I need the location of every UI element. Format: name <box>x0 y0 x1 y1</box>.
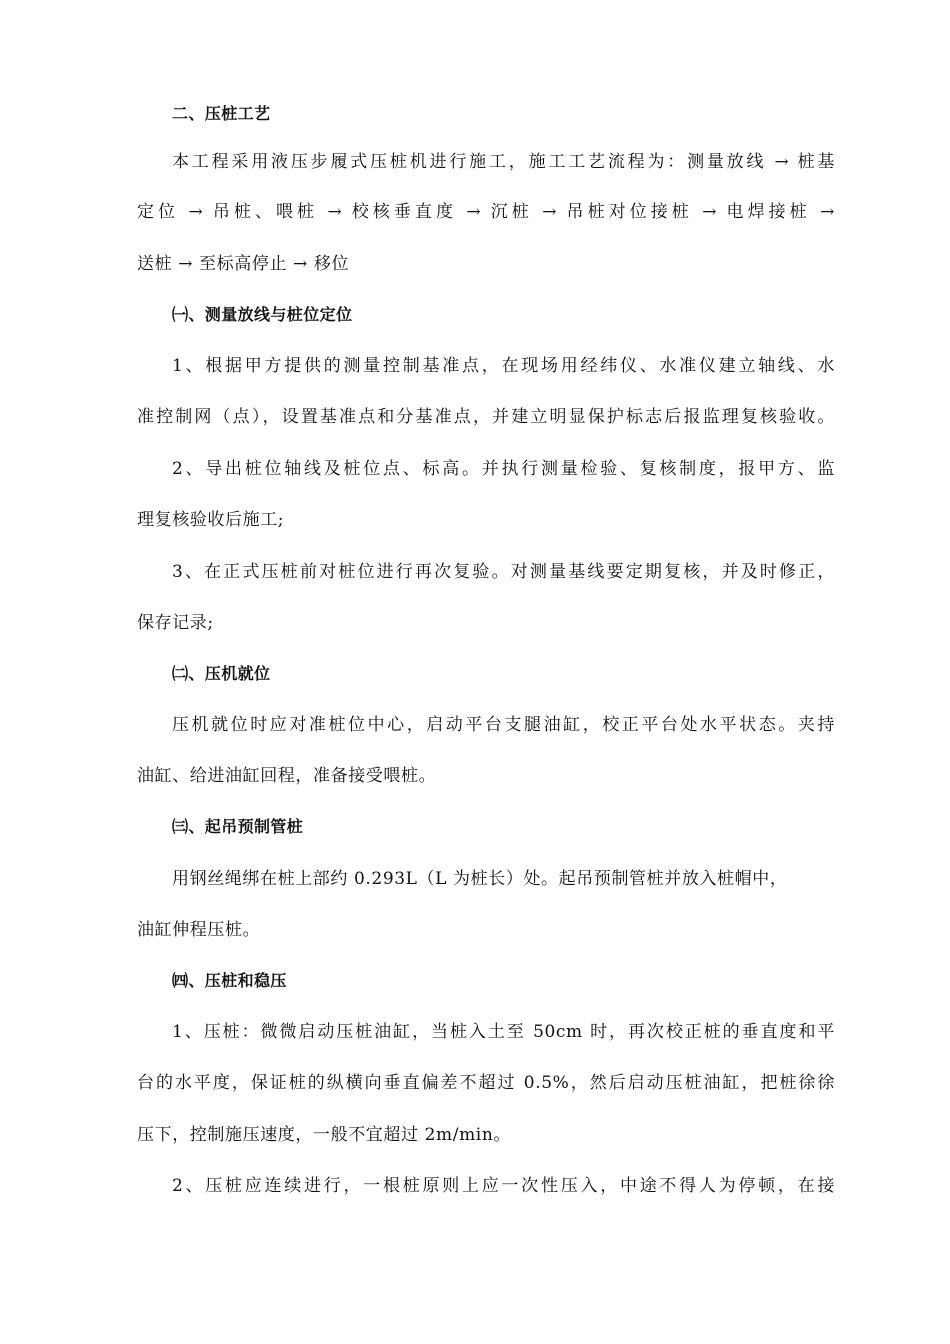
sub1-p1-line-1: 1、根据甲方提供的测量控制基准点，在现场用经纬仪、水准仪建立轴线、水 <box>172 356 835 376</box>
sub4-p1-line-3: 压下，控制施压速度，一般不宜超过 2m/min。 <box>137 1125 511 1145</box>
sub2-line-2: 油缸、给进油缸回程，准备接受喂桩。 <box>137 766 437 786</box>
sub3-line-2: 油缸伸程压桩。 <box>137 920 261 940</box>
sub4-p2-line-1: 2、压桩应连续进行，一根桩原则上应一次性压入，中途不得人为停顿，在接 <box>172 1176 835 1196</box>
sub4-p1-line-1: 1、压桩：微微启动压桩油缸，当桩入土至 50cm 时，再次校正桩的垂直度和平 <box>172 1022 835 1042</box>
intro-line-2: 定位 → 吊桩、喂桩 → 校核垂直度 → 沉桩 → 吊桩对位接桩 → 电焊接桩 → <box>137 202 835 222</box>
sub2-line-1: 压机就位时应对准桩位中心，启动平台支腿油缸，校正平台处水平状态。夹持 <box>172 715 835 735</box>
subsection-title-3: ㈢、起吊预制管桩 <box>172 817 304 836</box>
subsection-title-2: ㈡、压机就位 <box>172 664 271 683</box>
intro-line-3: 送桩 → 至标高停止 → 移位 <box>137 254 350 274</box>
section-title: 二、压桩工艺 <box>172 104 271 123</box>
sub3-line-1: 用钢丝绳绑在桩上部约 0.293L（L 为桩长）处。起吊预制管桩并放入桩帽中， <box>172 869 788 889</box>
intro-line-1: 本工程采用液压步履式压桩机进行施工，施工工艺流程为：测量放线 → 桩基 <box>172 152 835 172</box>
sub1-p1-line-2: 准控制网（点），设置基准点和分基准点，并建立明显保护标志后报监理复核验收。 <box>137 407 835 427</box>
subsection-title-1: ㈠、测量放线与桩位定位 <box>172 305 353 324</box>
subsection-title-4: ㈣、压桩和稳压 <box>172 971 287 990</box>
sub1-p2-line-2: 理复核验收后施工; <box>137 510 285 530</box>
sub4-p1-line-2: 台的水平度，保证桩的纵横向垂直偏差不超过 0.5%，然后启动压桩油缸，把桩徐徐 <box>137 1073 835 1093</box>
sub1-p3-line-2: 保存记录; <box>137 613 214 633</box>
sub1-p2-line-1: 2、导出桩位轴线及桩位点、标高。并执行测量检验、复核制度，报甲方、监 <box>172 459 835 479</box>
sub1-p3-line-1: 3、在正式压桩前对桩位进行再次复验。对测量基线要定期复核，并及时修正， <box>172 562 835 582</box>
